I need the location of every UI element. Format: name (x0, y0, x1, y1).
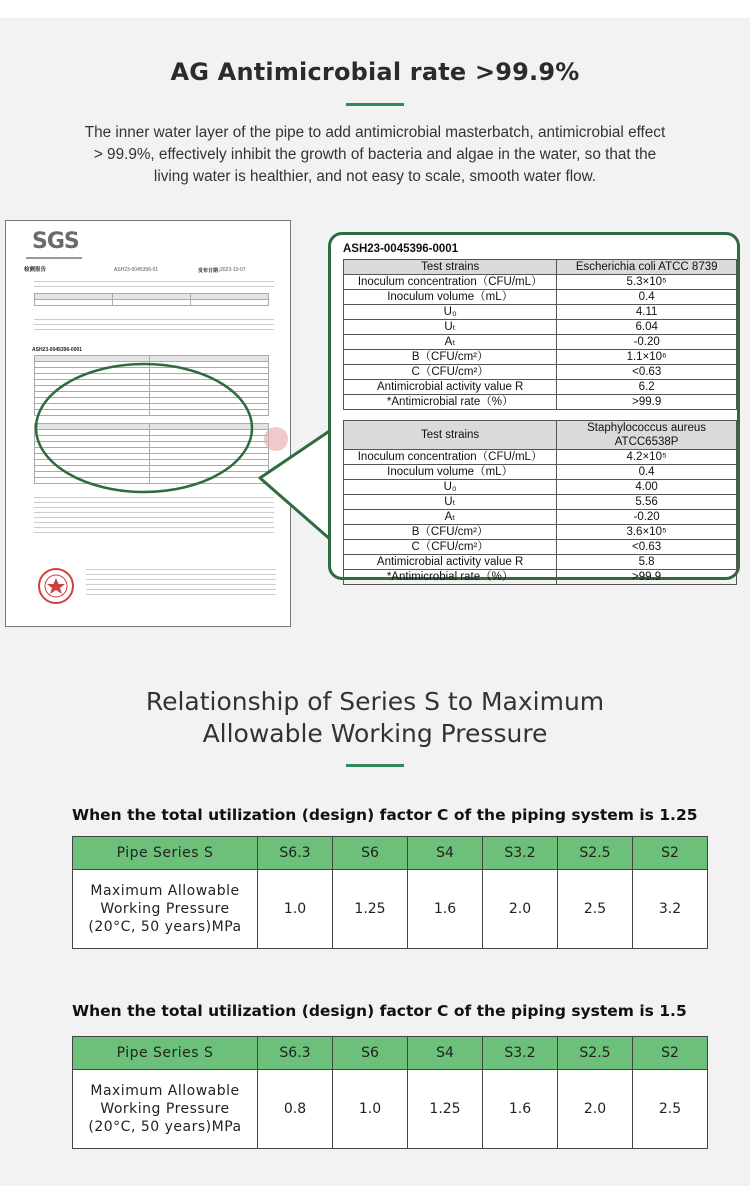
pressure-cell: 2.5 (558, 870, 633, 949)
table-header-cell: Staphylococcus aureus ATCC6538P (557, 421, 737, 450)
table-cell: 5.56 (557, 495, 737, 510)
table-cell: 4.11 (557, 305, 737, 320)
series-cell: S2 (633, 1037, 708, 1070)
table-cell: -0.20 (557, 510, 737, 525)
table-header-cell: Test strains (344, 260, 557, 275)
pressure-cell: 2.0 (558, 1070, 633, 1149)
pressure-cell: 1.0 (258, 870, 333, 949)
pressure-cell: 3.2 (633, 870, 708, 949)
table-cell: 0.4 (557, 290, 737, 305)
table-cell: *Antimicrobial rate（%） (344, 395, 557, 410)
row-label-line: (20°C, 50 years)MPa (88, 1119, 242, 1135)
report-number: ASH23-0045396-01 (114, 267, 159, 273)
table-header-cell: Escherichia coli ATCC 8739 (557, 260, 737, 275)
table-cell: >99.9 (557, 570, 737, 585)
report-heading: 检测报告 (24, 267, 47, 273)
report-date: 2023-10-07 (220, 267, 246, 273)
series-cell: S4 (408, 837, 483, 870)
series-cell: S2.5 (558, 837, 633, 870)
row-label (73, 1070, 258, 1149)
series-cell: S3.2 (483, 1037, 558, 1070)
pressure-table-c125 (72, 836, 708, 949)
series-cell: S2 (633, 837, 708, 870)
callout-results-panel (328, 232, 740, 583)
pressure-cell: 1.25 (408, 1070, 483, 1149)
header-label: Pipe Series S (73, 1037, 258, 1070)
series-cell: S3.2 (483, 837, 558, 870)
series-pressure-title-line-1: Relationship of Series S to Maximum (145, 687, 605, 716)
series-cell: S6.3 (258, 837, 333, 870)
pressure-cell: 2.0 (483, 870, 558, 949)
antimicrobial-description: The inner water layer of the pipe to add antimicrobial masterbatch, antimicrobial effect > 99.9%, effectively inhibit the growth of bacteria and algae in the water, so that the living water is healthier, and not easy to scale, smooth water flow. (84, 124, 666, 185)
row-label (73, 870, 258, 949)
series-cell: S6 (333, 1037, 408, 1070)
table-cell: 4.00 (557, 480, 737, 495)
table-1-caption: When the total utilization (design) factor C of the piping system is 1.25 (72, 806, 698, 824)
table-cell: 0.4 (557, 465, 737, 480)
sgs-logo: SGS (32, 229, 79, 254)
pressure-cell: 1.0 (333, 1070, 408, 1149)
table-cell: 5.8 (557, 555, 737, 570)
row-label-line: (20°C, 50 years)MPa (88, 919, 242, 935)
table-cell: *Antimicrobial rate（%） (344, 570, 557, 585)
pressure-cell: 1.6 (483, 1070, 558, 1149)
row-label-line: Maximum Allowable (90, 1083, 240, 1099)
table-cell: B（CFU/cm²） (344, 525, 557, 540)
table-cell: 3.6×10⁵ (557, 525, 737, 540)
table-cell: 6.2 (557, 380, 737, 395)
table-cell: 1.1×10⁶ (557, 350, 737, 365)
report-date-label: 发布日期： (198, 268, 224, 274)
series-cell: S2.5 (558, 1037, 633, 1070)
table-cell: Inoculum volume（mL） (344, 290, 557, 305)
table-2-caption: When the total utilization (design) factor C of the piping system is 1.5 (72, 1002, 687, 1020)
header-label: Pipe Series S (73, 837, 258, 870)
staph-results-table (343, 420, 737, 585)
series-pressure-title-line-2: Allowable Working Pressure (202, 719, 548, 748)
report-seal-icon (36, 566, 76, 606)
table-cell: Aₜ (344, 510, 557, 525)
table-cell: 6.04 (557, 320, 737, 335)
table-cell: C（CFU/cm²） (344, 365, 557, 380)
table-cell: Inoculum volume（mL） (344, 465, 557, 480)
table-header-cell: Test strains (344, 421, 557, 450)
table-cell: U₀ (344, 305, 557, 320)
antimicrobial-title: AG Antimicrobial rate >99.9% (170, 58, 580, 86)
report-notes-lines (34, 497, 274, 537)
pressure-cell: 0.8 (258, 1070, 333, 1149)
row-label-line: Working Pressure (100, 1101, 230, 1117)
table-cell: 5.3×10⁵ (557, 275, 737, 290)
table-cell: 4.2×10⁵ (557, 450, 737, 465)
table-cell: Uₜ (344, 495, 557, 510)
table-cell: U₀ (344, 480, 557, 495)
table-cell: <0.63 (557, 365, 737, 380)
table-cell: Inoculum concentration（CFU/mL） (344, 275, 557, 290)
table-cell: Antimicrobial activity value R (344, 555, 557, 570)
table-cell: -0.20 (557, 335, 737, 350)
pressure-cell: 1.25 (333, 870, 408, 949)
table-cell: Inoculum concentration（CFU/mL） (344, 450, 557, 465)
table-cell: C（CFU/cm²） (344, 540, 557, 555)
table-cell: Uₜ (344, 320, 557, 335)
table-cell: <0.63 (557, 540, 737, 555)
ecoli-results-table (343, 259, 737, 410)
table-cell: Antimicrobial activity value R (344, 380, 557, 395)
row-label-line: Maximum Allowable (90, 883, 240, 899)
series-cell: S4 (408, 1037, 483, 1070)
series-pressure-title (0, 686, 750, 750)
report-sample-id: ASH23-0045396-0001 (32, 347, 83, 353)
pressure-table-c15 (72, 1036, 708, 1149)
section2-underline (346, 764, 404, 767)
series-cell: S6.3 (258, 1037, 333, 1070)
table-cell: Aₜ (344, 335, 557, 350)
table-cell: B（CFU/cm²） (344, 350, 557, 365)
row-label-line: Working Pressure (100, 901, 230, 917)
top-band (0, 0, 750, 18)
table-cell: >99.9 (557, 395, 737, 410)
series-cell: S6 (333, 837, 408, 870)
pressure-cell: 2.5 (633, 1070, 708, 1149)
pressure-cell: 1.6 (408, 870, 483, 949)
callout-sample-id: ASH23-0045396-0001 (343, 243, 459, 255)
title-underline (346, 103, 404, 106)
